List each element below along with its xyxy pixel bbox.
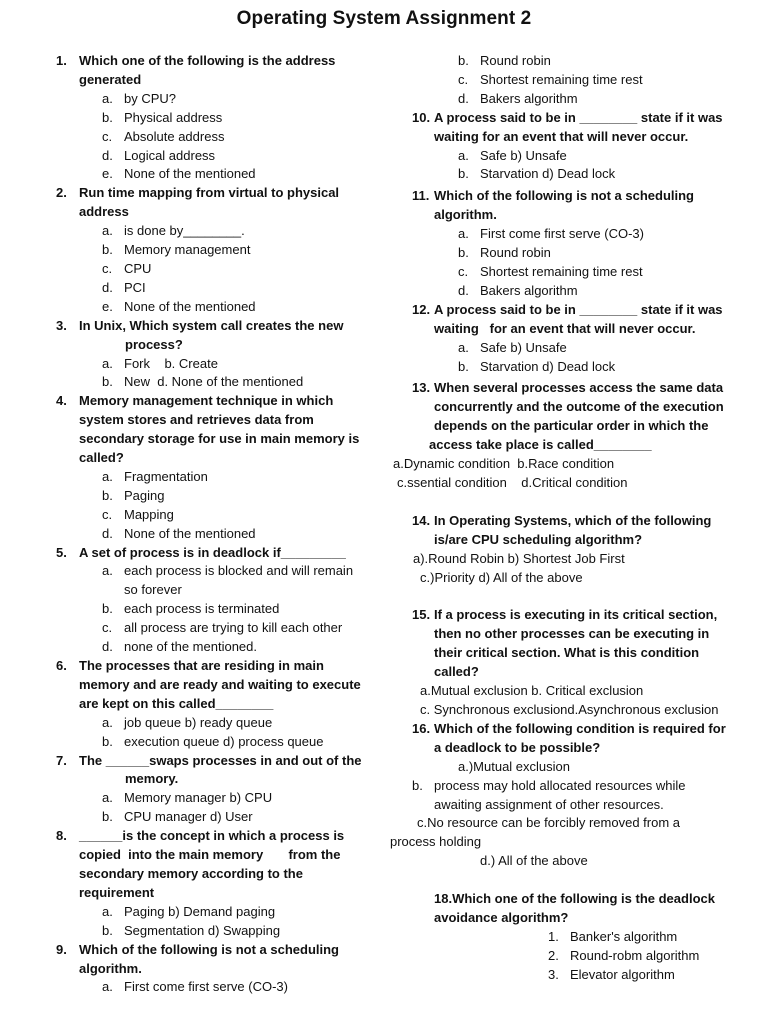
question-text: A process said to be in ________ state if it was	[434, 301, 723, 317]
question-text: ______is the concept in which a process is	[79, 828, 345, 844]
question-text: waiting for an event that will never occur.	[434, 320, 696, 336]
option: d. None of the mentioned	[102, 525, 256, 541]
option: d. Bakers algorithm	[458, 282, 578, 298]
question-number: 3.	[56, 317, 67, 333]
option: a. Safe b) Unsafe	[458, 339, 567, 355]
option: b. Physical address	[102, 109, 223, 125]
answer-line: d.) All of the above	[480, 853, 588, 869]
question-text: In Unix, Which system call creates the new	[79, 317, 344, 333]
option: d. PCI	[102, 279, 146, 295]
question-5	[56, 544, 386, 563]
option: d. none of the mentioned.	[102, 639, 257, 655]
question-text: avoidance algorithm?	[434, 910, 569, 926]
question-text: When several processes access the same data	[434, 380, 724, 396]
answer-line: c.No resource can be forcibly removed from a	[417, 815, 680, 831]
question-text: 18.Which one of the following is the deadlock	[434, 891, 715, 907]
question-18	[388, 890, 738, 928]
question-number: 1.	[56, 53, 67, 68]
question-6	[56, 657, 386, 714]
question-text: In Operating Systems, which of the following	[434, 512, 712, 528]
right-column	[388, 52, 738, 985]
question-number: 5.	[56, 544, 67, 560]
option: a. Safe b) Unsafe	[458, 147, 567, 163]
question-text: Run time mapping from virtual to physical	[79, 185, 340, 201]
question-11	[388, 187, 738, 225]
option: a. First come first serve (CO-3)	[102, 979, 288, 995]
option: a. job queue b) ready queue	[102, 714, 273, 730]
question-text: A set of process is in deadlock if_________	[79, 544, 346, 560]
question-text: address	[79, 204, 129, 220]
option: b. Paging	[102, 487, 165, 503]
option: c. Absolute address	[102, 128, 225, 144]
option: e. None of the mentioned	[102, 166, 256, 182]
option: b. Memory management	[102, 242, 251, 258]
question-text: secondary memory according to the	[79, 865, 303, 881]
question-number: 11.	[412, 188, 430, 204]
option: c. Shortest remaining time rest	[458, 263, 643, 279]
option: a. Memory manager b) CPU	[102, 790, 273, 806]
option: a. Fork b. Create	[102, 355, 218, 371]
option: a. by CPU?	[102, 90, 177, 106]
option: 3. Elevator algorithm	[548, 966, 675, 982]
question-text: concurrently and the outcome of the execution	[434, 399, 724, 415]
question-number: 13.	[412, 380, 431, 396]
question-number: 6.	[56, 658, 67, 673]
left-column	[56, 52, 386, 997]
question-text: The processes that are residing in main	[79, 658, 324, 673]
option: c. Mapping	[102, 506, 174, 522]
question-text: access take place is called________	[429, 437, 652, 453]
question-text: secondary storage for use in main memory is	[79, 431, 360, 447]
question-text: Which of the following is not a scheduling	[79, 941, 339, 957]
question-text: their critical section. What is this condition	[434, 645, 700, 661]
question-text: memory.	[125, 771, 179, 787]
question-text: algorithm.	[79, 960, 142, 976]
answer-line: c.ssential condition d.Critical condition	[397, 474, 628, 490]
option: d. Bakers algorithm	[458, 90, 578, 106]
option: 2. Round-robm algorithm	[548, 947, 700, 963]
question-text: generated	[79, 71, 142, 87]
question-text: requirement	[79, 884, 155, 900]
question-9	[56, 941, 386, 979]
question-13	[388, 379, 738, 455]
question-text: depends on the particular order in which the	[434, 418, 709, 434]
question-number: 9.	[56, 941, 67, 957]
question-14	[388, 512, 738, 550]
option: c. all process are trying to kill each other	[102, 620, 343, 636]
question-12	[388, 301, 738, 339]
answer-line: c.)Priority d) All of the above	[420, 569, 583, 585]
question-text: process?	[125, 336, 183, 352]
question-text: Which one of the following is the address	[79, 53, 336, 68]
answer-line: a.)Mutual exclusion	[458, 758, 570, 774]
question-number: 4.	[56, 393, 67, 409]
answer-line: c. Synchronous exclusiond.Asynchronous exclusion	[420, 702, 719, 717]
option: b. Starvation d) Dead lock	[458, 166, 616, 182]
question-1	[56, 52, 386, 90]
question-3	[56, 317, 386, 355]
question-text: called?	[434, 664, 479, 680]
option: b. each process is terminated	[102, 601, 280, 617]
question-16	[388, 720, 738, 758]
question-text: system stores and retrieves data from	[79, 412, 314, 428]
option: a. each process is blocked and will remain	[102, 563, 354, 579]
option: 1. Banker's algorithm	[548, 928, 678, 944]
option: b. process may hold allocated resources while awaiting assignment of other resources.	[412, 777, 686, 812]
question-8	[56, 827, 386, 903]
answer-line: a.Mutual exclusion b. Critical exclusion	[420, 683, 644, 699]
option: a. Paging b) Demand paging	[102, 903, 276, 919]
option-continued: so forever	[124, 582, 182, 598]
question-text: Memory management technique in which	[79, 393, 334, 409]
option: b. CPU manager d) User	[102, 809, 253, 825]
question-text: If a process is executing in its critical section,	[434, 607, 718, 623]
option: b. Round robin	[458, 53, 551, 68]
option: b. execution queue d) process queue	[102, 733, 324, 749]
question-number: 16.	[412, 720, 431, 736]
option: e. None of the mentioned	[102, 298, 256, 314]
question-4	[56, 392, 386, 468]
question-text: Which of the following condition is required for	[434, 720, 726, 736]
question-number: 7.	[56, 752, 67, 768]
question-2	[56, 184, 386, 222]
question-number: 10.	[412, 109, 431, 125]
question-text: A process said to be in ________ state if it was	[434, 109, 723, 125]
question-text: memory and are ready and waiting to execute	[79, 676, 361, 692]
option: c. CPU	[102, 260, 152, 276]
answer-line: a).Round Robin b) Shortest Job First	[413, 550, 625, 566]
option: b. Starvation d) Dead lock	[458, 358, 616, 374]
question-text: then no other processes can be executing in	[434, 626, 710, 642]
option: b. Segmentation d) Swapping	[102, 922, 281, 938]
question-15	[388, 606, 738, 682]
question-text: a deadlock to be possible?	[434, 739, 601, 755]
answer-line: process holding	[390, 834, 482, 850]
question-7	[56, 752, 386, 790]
question-text: are kept on this called________	[79, 695, 274, 711]
page-title: Operating System Assignment 2	[236, 8, 532, 29]
question-number: 14.	[412, 512, 431, 528]
question-text: is/are CPU scheduling algorithm?	[434, 531, 643, 547]
question-text: called?	[79, 450, 124, 466]
question-text: algorithm.	[434, 207, 497, 223]
answer-line: a.Dynamic condition b.Race condition	[393, 456, 615, 472]
option: d. Logical address	[102, 147, 216, 163]
option: a. Fragmentation	[102, 468, 208, 484]
option: c. Shortest remaining time rest	[458, 71, 643, 87]
question-text: waiting for an event that will never occur.	[434, 128, 689, 144]
question-number: 2.	[56, 185, 67, 201]
question-text: copied into the main memory from the	[79, 847, 341, 863]
option: a. First come first serve (CO-3)	[458, 226, 644, 242]
question-number: 8.	[56, 828, 67, 844]
question-text: The ______swaps processes in and out of the	[79, 752, 362, 768]
option: b. Round robin	[458, 245, 551, 261]
question-number: 15.	[412, 607, 431, 623]
question-number: 12.	[412, 301, 431, 317]
question-10	[388, 109, 738, 147]
option: a. is done by________.	[102, 223, 245, 239]
option: b. New d. None of the mentioned	[102, 374, 304, 390]
question-text: Which of the following is not a scheduling	[434, 188, 694, 204]
